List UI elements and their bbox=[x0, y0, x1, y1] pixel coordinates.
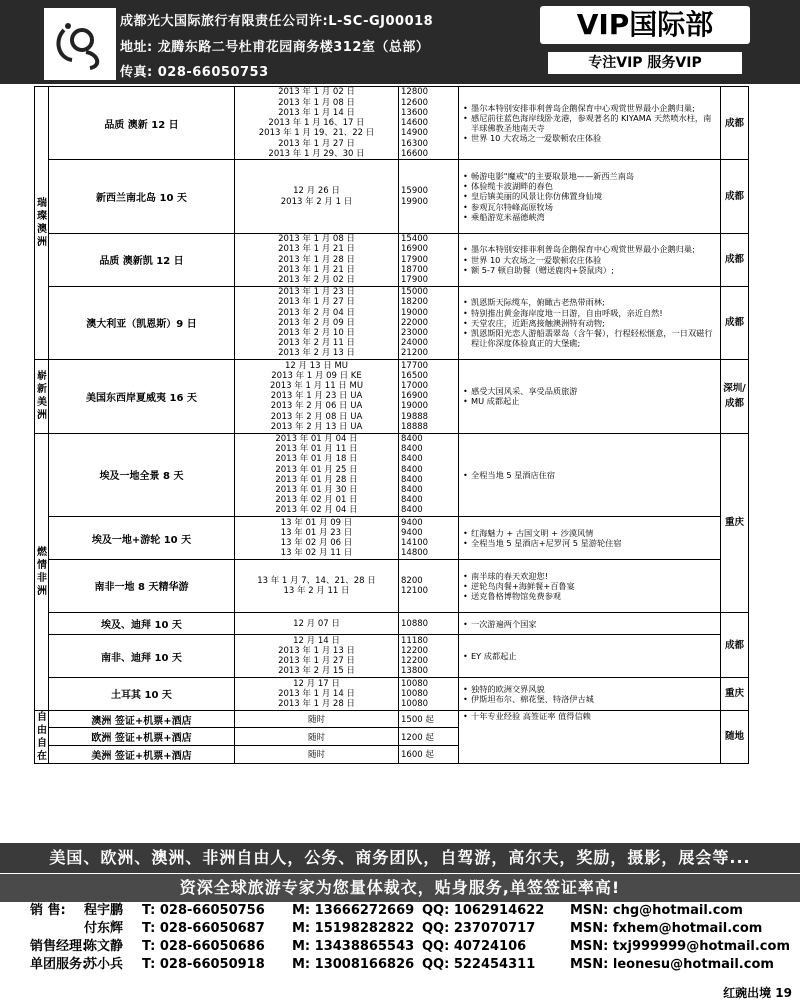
departure-dates bbox=[235, 433, 399, 517]
tour-row bbox=[35, 517, 749, 560]
departure-dates bbox=[235, 559, 399, 612]
tour-prices bbox=[399, 360, 459, 433]
tour-features-line: • 独特的欧洲交界风貌 bbox=[461, 684, 718, 694]
tour-features-line: • 乘船游览米福德峡湾 bbox=[461, 212, 718, 222]
tour-prices-line: 11180 bbox=[401, 635, 429, 646]
tour-prices-line: 12100 bbox=[401, 585, 429, 596]
tour-prices-line: 19000 bbox=[401, 401, 429, 412]
tour-prices-line: 17900 bbox=[401, 254, 429, 265]
route-name: 埃及一地+游轮 10 天 bbox=[49, 517, 235, 560]
departure-city: 随地 bbox=[721, 710, 749, 763]
departure-dates-line: 2013 年 2 月 15 日 bbox=[278, 666, 355, 677]
departure-dates-line: 2013 年 1 月 16、17 日 bbox=[268, 118, 365, 129]
departure-dates bbox=[235, 360, 399, 433]
free-price: 1500 起 bbox=[399, 710, 459, 728]
tour-prices-line: 22000 bbox=[401, 317, 429, 328]
departure-dates-line: 2013 年 2 月 02 日 bbox=[278, 275, 355, 286]
header bbox=[0, 0, 800, 84]
free-price: 1600 起 bbox=[399, 746, 459, 764]
departure-dates-line: 13 年 2 月 11 日 bbox=[283, 585, 350, 596]
departure-dates bbox=[235, 87, 399, 160]
route-name: 南非、迪拜 10 天 bbox=[49, 635, 235, 678]
tour-prices-line: 13600 bbox=[401, 107, 429, 118]
departure-city: 重庆 bbox=[721, 678, 749, 711]
tour-features bbox=[459, 517, 721, 560]
departure-city: 成都 bbox=[721, 612, 749, 677]
tour-features-line: • 全程当地 5 星酒店+尼罗河 5 星游轮住宿 bbox=[461, 538, 718, 548]
company-license: 成都光大国际旅行有限责任公司许:L-SC-GJ00018 bbox=[120, 14, 434, 29]
route-name: 美国东西岸夏威夷 16 天 bbox=[49, 360, 235, 433]
tour-prices-line: 14900 bbox=[401, 128, 429, 139]
tour-row bbox=[35, 360, 749, 433]
free-route-name: 美洲 签证+机票+酒店 bbox=[49, 746, 235, 764]
page-footer: 红豌出境 19 bbox=[723, 986, 792, 1000]
departure-dates-line: 2013 年 2 月 13 日 UA bbox=[270, 421, 363, 432]
tour-row bbox=[35, 87, 749, 160]
tour-prices-line: 12200 bbox=[401, 646, 429, 657]
tour-prices-line: 8400 bbox=[401, 464, 423, 475]
tour-features bbox=[459, 360, 721, 433]
tour-features-line: • MU 成都起止 bbox=[461, 396, 718, 406]
tour-features-line: • 感尼前往蓝色海岸线卧龙港，参观著名的 KIYAMA 天然喷水柱，南半球佛教圣地南天寺 bbox=[461, 113, 718, 133]
vip-slogan: 专注VIP 服务VIP bbox=[548, 52, 742, 74]
tour-prices-line: 10080 bbox=[401, 699, 429, 710]
route-name: 土耳其 10 天 bbox=[49, 678, 235, 711]
departure-dates-line: 2013 年 1 月 28 日 bbox=[278, 699, 355, 710]
tour-features-line: • 天堂农庄，近距离接触澳洲特有动物; bbox=[461, 318, 718, 328]
tour-prices bbox=[399, 559, 459, 612]
contact-name: 陈文静 bbox=[84, 939, 124, 954]
contact-name: 付东辉 bbox=[84, 921, 124, 936]
tour-features-line: • EY 成都起止 bbox=[461, 651, 718, 661]
region-label: 燃情非洲 bbox=[35, 433, 49, 710]
free-date: 随时 bbox=[235, 728, 399, 746]
departure-dates-line: 2013 年 1 月 14 日 bbox=[278, 688, 355, 699]
tour-features-line: • 世界 10 大农场之一爱歇顿农庄体验 bbox=[461, 133, 718, 143]
contact-qq: QQ: 40724106 bbox=[422, 939, 527, 954]
tour-prices-line: 8400 bbox=[401, 505, 423, 516]
tour-features-line: • 体验缆卡波湖畔的春色 bbox=[461, 181, 718, 191]
tour-features-line: • 感受大国风采、享受品质旅游 bbox=[461, 386, 718, 396]
tour-prices-line: 12800 bbox=[401, 87, 429, 98]
departure-city: 深圳/成都 bbox=[721, 360, 749, 433]
departure-dates-line: 2013 年 1 月 08 日 bbox=[278, 97, 355, 108]
tour-features-line: • 墨尔本特别安排菲利普岛企鹅保育中心观赏世界最小企鹅归巢; bbox=[461, 103, 718, 113]
departure-dates-line: 2013 年 2 月 10 日 bbox=[278, 328, 355, 339]
free-row bbox=[35, 710, 749, 728]
departure-dates-line: 12 月 07 日 bbox=[293, 618, 340, 629]
tour-features bbox=[459, 612, 721, 634]
departure-dates-line: 2013 年 1 月 27 日 bbox=[278, 656, 355, 667]
contact-msn: MSN: fxhem@hotmail.com bbox=[570, 921, 763, 936]
tour-prices-line: 21200 bbox=[401, 348, 429, 359]
tour-row bbox=[35, 233, 749, 286]
contact-msn: MSN: chg@hotmail.com bbox=[570, 903, 743, 918]
tour-row bbox=[35, 612, 749, 634]
region-label: 崭新美洲 bbox=[35, 360, 49, 433]
tour-features-line: • 逆轮鸟肉餐+海鲜餐+百鲁宴 bbox=[461, 581, 718, 591]
contact-msn: MSN: leonesu@hotmail.com bbox=[570, 957, 774, 972]
tour-features-line: • 墨尔本特别安排菲利普岛企鹅保育中心观赏世界最小企鹅归巢; bbox=[461, 244, 718, 254]
tour-prices-line: 13800 bbox=[401, 666, 429, 677]
free-date: 随时 bbox=[235, 710, 399, 728]
tour-prices-line: 24000 bbox=[401, 338, 429, 349]
tour-prices-line: 8400 bbox=[401, 434, 423, 445]
contact-row bbox=[30, 920, 790, 938]
tour-prices-line: 19888 bbox=[401, 411, 429, 422]
region-label: 瑞璨澳洲 bbox=[35, 87, 49, 360]
departure-dates-line: 2013 年 01 月 04 日 bbox=[275, 434, 358, 445]
departure-dates-line: 2013 年 1 月 27 日 bbox=[278, 138, 355, 149]
tour-prices-line: 8400 bbox=[401, 454, 423, 465]
contact-mobile: M: 15198282822 bbox=[292, 921, 415, 936]
departure-dates-line: 2013 年 01 月 18 日 bbox=[275, 454, 358, 465]
tour-prices-line: 14800 bbox=[401, 548, 429, 559]
tour-prices bbox=[399, 233, 459, 286]
departure-city: 成都 bbox=[721, 160, 749, 233]
tour-prices-line: 16600 bbox=[401, 148, 429, 159]
tour-prices-line: 8400 bbox=[401, 495, 423, 506]
tour-prices-line: 18700 bbox=[401, 264, 429, 275]
tour-features-line: • 皇后镇美丽的风景让你仿佛置身仙境 bbox=[461, 191, 718, 201]
tour-row bbox=[35, 160, 749, 233]
departure-dates bbox=[235, 678, 399, 711]
free-feature bbox=[459, 710, 721, 763]
tour-prices-line: 17700 bbox=[401, 360, 429, 371]
departure-dates-line: 2013 年 1 月 29、30 日 bbox=[268, 148, 365, 159]
departure-dates-line: 2013 年 1 月 11 日 MU bbox=[269, 381, 364, 392]
contact-qq: QQ: 522454311 bbox=[422, 957, 536, 972]
departure-city: 成都 bbox=[721, 286, 749, 359]
route-name: 品质 澳新凯 12 日 bbox=[49, 233, 235, 286]
contact-name: 程宇鹏 bbox=[84, 903, 124, 918]
tour-prices-line: 9400 bbox=[401, 517, 423, 528]
company-fax: 传真: 028-66050753 bbox=[120, 65, 269, 80]
departure-dates-line: 13 年 1 月 7、14、21、28 日 bbox=[257, 575, 376, 586]
contacts bbox=[30, 902, 790, 974]
departure-dates-line: 2013 年 1 月 21 日 bbox=[278, 264, 355, 275]
tour-prices-line: 10080 bbox=[401, 688, 429, 699]
departure-dates-line: 2013 年 1 月 19、21、22 日 bbox=[258, 128, 375, 139]
route-name: 埃及、迪拜 10 天 bbox=[49, 612, 235, 634]
contact-mobile: M: 13438865543 bbox=[292, 939, 415, 954]
departure-dates-line: 12 月 14 日 bbox=[293, 635, 340, 646]
route-name: 澳大利亚（凯恩斯）9 日 bbox=[49, 286, 235, 359]
route-name: 埃及一地全景 8 天 bbox=[49, 433, 235, 517]
tour-features bbox=[459, 286, 721, 359]
tour-prices-line: 14100 bbox=[401, 538, 429, 549]
tour-prices-line: 8400 bbox=[401, 485, 423, 496]
departure-dates-line: 12 月 26 日 bbox=[293, 186, 340, 197]
tour-prices-line: 19000 bbox=[401, 307, 429, 318]
tour-prices-line: 10080 bbox=[401, 678, 429, 689]
tour-prices-line: 14600 bbox=[401, 118, 429, 129]
tour-prices-line: 15900 bbox=[401, 186, 429, 197]
company-address: 地址: 龙腾东路二号杜甫花园商务楼312室（总部） bbox=[120, 40, 430, 55]
departure-dates-line: 2013 年 1 月 27 日 bbox=[278, 297, 355, 308]
tour-row bbox=[35, 559, 749, 612]
route-name: 品质 澳新 12 日 bbox=[49, 87, 235, 160]
contact-tel: T: 028-66050918 bbox=[142, 957, 265, 972]
departure-dates-line: 2013 年 2 月 1 日 bbox=[280, 196, 353, 207]
tour-features-line: • 伊斯坦布尔、棉花堡、特洛伊古城 bbox=[461, 694, 718, 704]
contact-qq: QQ: 237070717 bbox=[422, 921, 536, 936]
contact-row bbox=[30, 956, 790, 974]
tour-features bbox=[459, 160, 721, 233]
departure-dates-line: 2013 年 01 月 28 日 bbox=[275, 474, 358, 485]
contact-role: 单团服务: bbox=[30, 957, 88, 972]
tour-features-line: • 世界 10 大农场之一爱歇顿农庄体验 bbox=[461, 255, 718, 265]
departure-dates-line: 2013 年 1 月 13 日 bbox=[278, 646, 355, 657]
tour-row bbox=[35, 286, 749, 359]
tour-prices-line: 19900 bbox=[401, 196, 429, 207]
departure-dates bbox=[235, 517, 399, 560]
tour-features bbox=[459, 559, 721, 612]
departure-dates-line: 2013 年 2 月 08 日 UA bbox=[270, 411, 363, 422]
tour-prices-line: 8200 bbox=[401, 575, 423, 586]
tour-prices-line: 16900 bbox=[401, 391, 429, 402]
tour-prices-line: 17900 bbox=[401, 275, 429, 286]
tour-prices-line: 16900 bbox=[401, 244, 429, 255]
free-route-name: 澳洲 签证+机票+酒店 bbox=[49, 710, 235, 728]
route-name: 新西兰南北岛 10 天 bbox=[49, 160, 235, 233]
departure-city: 成都 bbox=[721, 233, 749, 286]
tour-prices-line: 23000 bbox=[401, 328, 429, 339]
tour-prices bbox=[399, 612, 459, 634]
tour-features-line: • 南半球的春天欢迎您! bbox=[461, 571, 718, 581]
departure-dates-line: 2013 年 1 月 28 日 bbox=[278, 254, 355, 265]
tour-prices bbox=[399, 433, 459, 517]
region-label: 自由自在 bbox=[35, 710, 49, 763]
departure-dates bbox=[235, 233, 399, 286]
contact-tel: T: 028-66050687 bbox=[142, 921, 265, 936]
tour-row bbox=[35, 433, 749, 517]
departure-dates-line: 2013 年 2 月 06 日 UA bbox=[270, 401, 363, 412]
tour-prices-line: 12200 bbox=[401, 656, 429, 667]
departure-dates-line: 2013 年 1 月 08 日 bbox=[278, 234, 355, 245]
tour-prices bbox=[399, 286, 459, 359]
tour-prices-line: 16300 bbox=[401, 138, 429, 149]
departure-dates-line: 13 年 02 月 06 日 bbox=[280, 538, 353, 549]
tour-features-line: • 凯恩斯天际缆车，俯瞰古老热带雨林; bbox=[461, 297, 718, 307]
free-feature-line: • 十年专业经验 高签证率 值得信赖 bbox=[461, 711, 718, 721]
contact-tel: T: 028-66050756 bbox=[142, 903, 265, 918]
tour-features-line: • 特别推出黄金海岸度地一日游，自由呼吸，亲近自然! bbox=[461, 308, 718, 318]
contact-mobile: M: 13666272669 bbox=[292, 903, 415, 918]
tour-prices-line: 17000 bbox=[401, 381, 429, 392]
departure-city: 成都 bbox=[721, 87, 749, 160]
tour-features-line: • 一次游遍两个国家 bbox=[461, 619, 718, 629]
company-logo-icon bbox=[44, 8, 116, 80]
departure-dates-line: 13 年 01 月 09 日 bbox=[280, 517, 353, 528]
free-route-name: 欧洲 签证+机票+酒店 bbox=[49, 728, 235, 746]
free-price: 1200 起 bbox=[399, 728, 459, 746]
tour-prices-line: 9400 bbox=[401, 527, 423, 538]
contact-row bbox=[30, 938, 790, 956]
departure-dates bbox=[235, 286, 399, 359]
departure-dates bbox=[235, 612, 399, 634]
tour-features bbox=[459, 233, 721, 286]
tour-prices bbox=[399, 678, 459, 711]
tour-prices bbox=[399, 87, 459, 160]
departure-dates-line: 2013 年 01 月 25 日 bbox=[275, 464, 358, 475]
tour-features-line: • 凯恩斯阳光恋人游船翡翠岛（含午餐），行程轻松惬意，一日双磁行程让你深度体验真正的大堡礁; bbox=[461, 328, 718, 348]
tour-features bbox=[459, 433, 721, 517]
departure-dates-line: 2013 年 02 月 04 日 bbox=[275, 505, 358, 516]
tour-features-line: • 送克鲁格博物馆免费参观 bbox=[461, 591, 718, 601]
tour-features-line: • 畅游电影"魔戒"的主要取景地——新西兰南岛 bbox=[461, 171, 718, 181]
tour-features bbox=[459, 87, 721, 160]
tour-prices-line: 15000 bbox=[401, 287, 429, 298]
departure-city: 重庆 bbox=[721, 433, 749, 612]
contact-row bbox=[30, 902, 790, 920]
departure-dates-line: 2013 年 1 月 09 日 KE bbox=[271, 370, 362, 381]
free-date: 随时 bbox=[235, 746, 399, 764]
tour-features bbox=[459, 678, 721, 711]
departure-dates-line: 12 月 13 日 MU bbox=[285, 360, 348, 371]
tour-prices-line: 10880 bbox=[401, 618, 429, 629]
tour-prices-line: 16500 bbox=[401, 370, 429, 381]
contact-msn: MSN: txj999999@hotmail.com bbox=[570, 939, 790, 954]
vip-title: VIP国际部 bbox=[540, 6, 750, 44]
departure-dates-line: 2013 年 1 月 14 日 bbox=[278, 107, 355, 118]
tour-features-line: • 红海魅力 + 古国文明 + 沙漠风情 bbox=[461, 528, 718, 538]
departure-dates-line: 2013 年 1 月 02 日 bbox=[278, 87, 355, 98]
tour-row bbox=[35, 678, 749, 711]
contact-name: 苏小兵 bbox=[84, 957, 124, 972]
departure-dates-line: 2013 年 01 月 11 日 bbox=[275, 444, 358, 455]
tour-table bbox=[34, 86, 749, 764]
tour-prices bbox=[399, 160, 459, 233]
contact-mobile: M: 13008166826 bbox=[292, 957, 415, 972]
contact-role: 销售经理: bbox=[30, 939, 88, 954]
departure-dates-line: 2013 年 1 月 23 日 bbox=[278, 287, 355, 298]
tour-features-line: • 参观瓦尔特峰高原牧场 bbox=[461, 202, 718, 212]
departure-dates bbox=[235, 635, 399, 678]
departure-dates-line: 2013 年 2 月 13 日 bbox=[278, 348, 355, 359]
tour-features bbox=[459, 635, 721, 678]
departure-dates-line: 2013 年 2 月 09 日 bbox=[278, 317, 355, 328]
departure-dates-line: 12 月 17 日 bbox=[293, 678, 340, 689]
departure-dates bbox=[235, 160, 399, 233]
route-name: 南非一地 8 天精华游 bbox=[49, 559, 235, 612]
services-banner: 美国、欧洲、澳洲、非洲自由人，公务、商务团队，自驾游，高尔夫，奖励，摄影，展会等... bbox=[0, 843, 800, 873]
tour-prices bbox=[399, 635, 459, 678]
contact-tel: T: 028-66050686 bbox=[142, 939, 265, 954]
tour-features-line: • 额 5-7 顿自助餐（赠送鹿肉+袋鼠肉）; bbox=[461, 265, 718, 275]
contact-qq: QQ: 1062914622 bbox=[422, 903, 545, 918]
departure-dates-line: 13 年 01 月 23 日 bbox=[280, 527, 353, 538]
departure-dates-line: 2013 年 2 月 11 日 bbox=[278, 338, 355, 349]
tour-row bbox=[35, 635, 749, 678]
departure-dates-line: 2013 年 2 月 04 日 bbox=[278, 307, 355, 318]
departure-dates-line: 2013 年 1 月 21 日 bbox=[278, 244, 355, 255]
departure-dates-line: 13 年 02 月 11 日 bbox=[280, 548, 353, 559]
tour-prices-line: 18200 bbox=[401, 297, 429, 308]
tour-prices bbox=[399, 517, 459, 560]
tour-prices-line: 8400 bbox=[401, 474, 423, 485]
departure-dates-line: 2013 年 01 月 30 日 bbox=[275, 485, 358, 496]
departure-dates-line: 2013 年 1 月 23 日 UA bbox=[270, 391, 363, 402]
tour-prices-line: 12600 bbox=[401, 97, 429, 108]
slogan-banner: 资深全球旅游专家为您量体裁衣，贴身服务,单签签证率高! bbox=[0, 874, 800, 902]
tour-prices-line: 18888 bbox=[401, 421, 429, 432]
departure-dates-line: 2013 年 02 月 01 日 bbox=[275, 495, 358, 506]
tour-prices-line: 15400 bbox=[401, 234, 429, 245]
tour-prices-line: 8400 bbox=[401, 444, 423, 455]
contact-role: 销 售: bbox=[30, 903, 66, 918]
tour-features-line: • 全程当地 5 星酒店住宿 bbox=[461, 470, 718, 480]
